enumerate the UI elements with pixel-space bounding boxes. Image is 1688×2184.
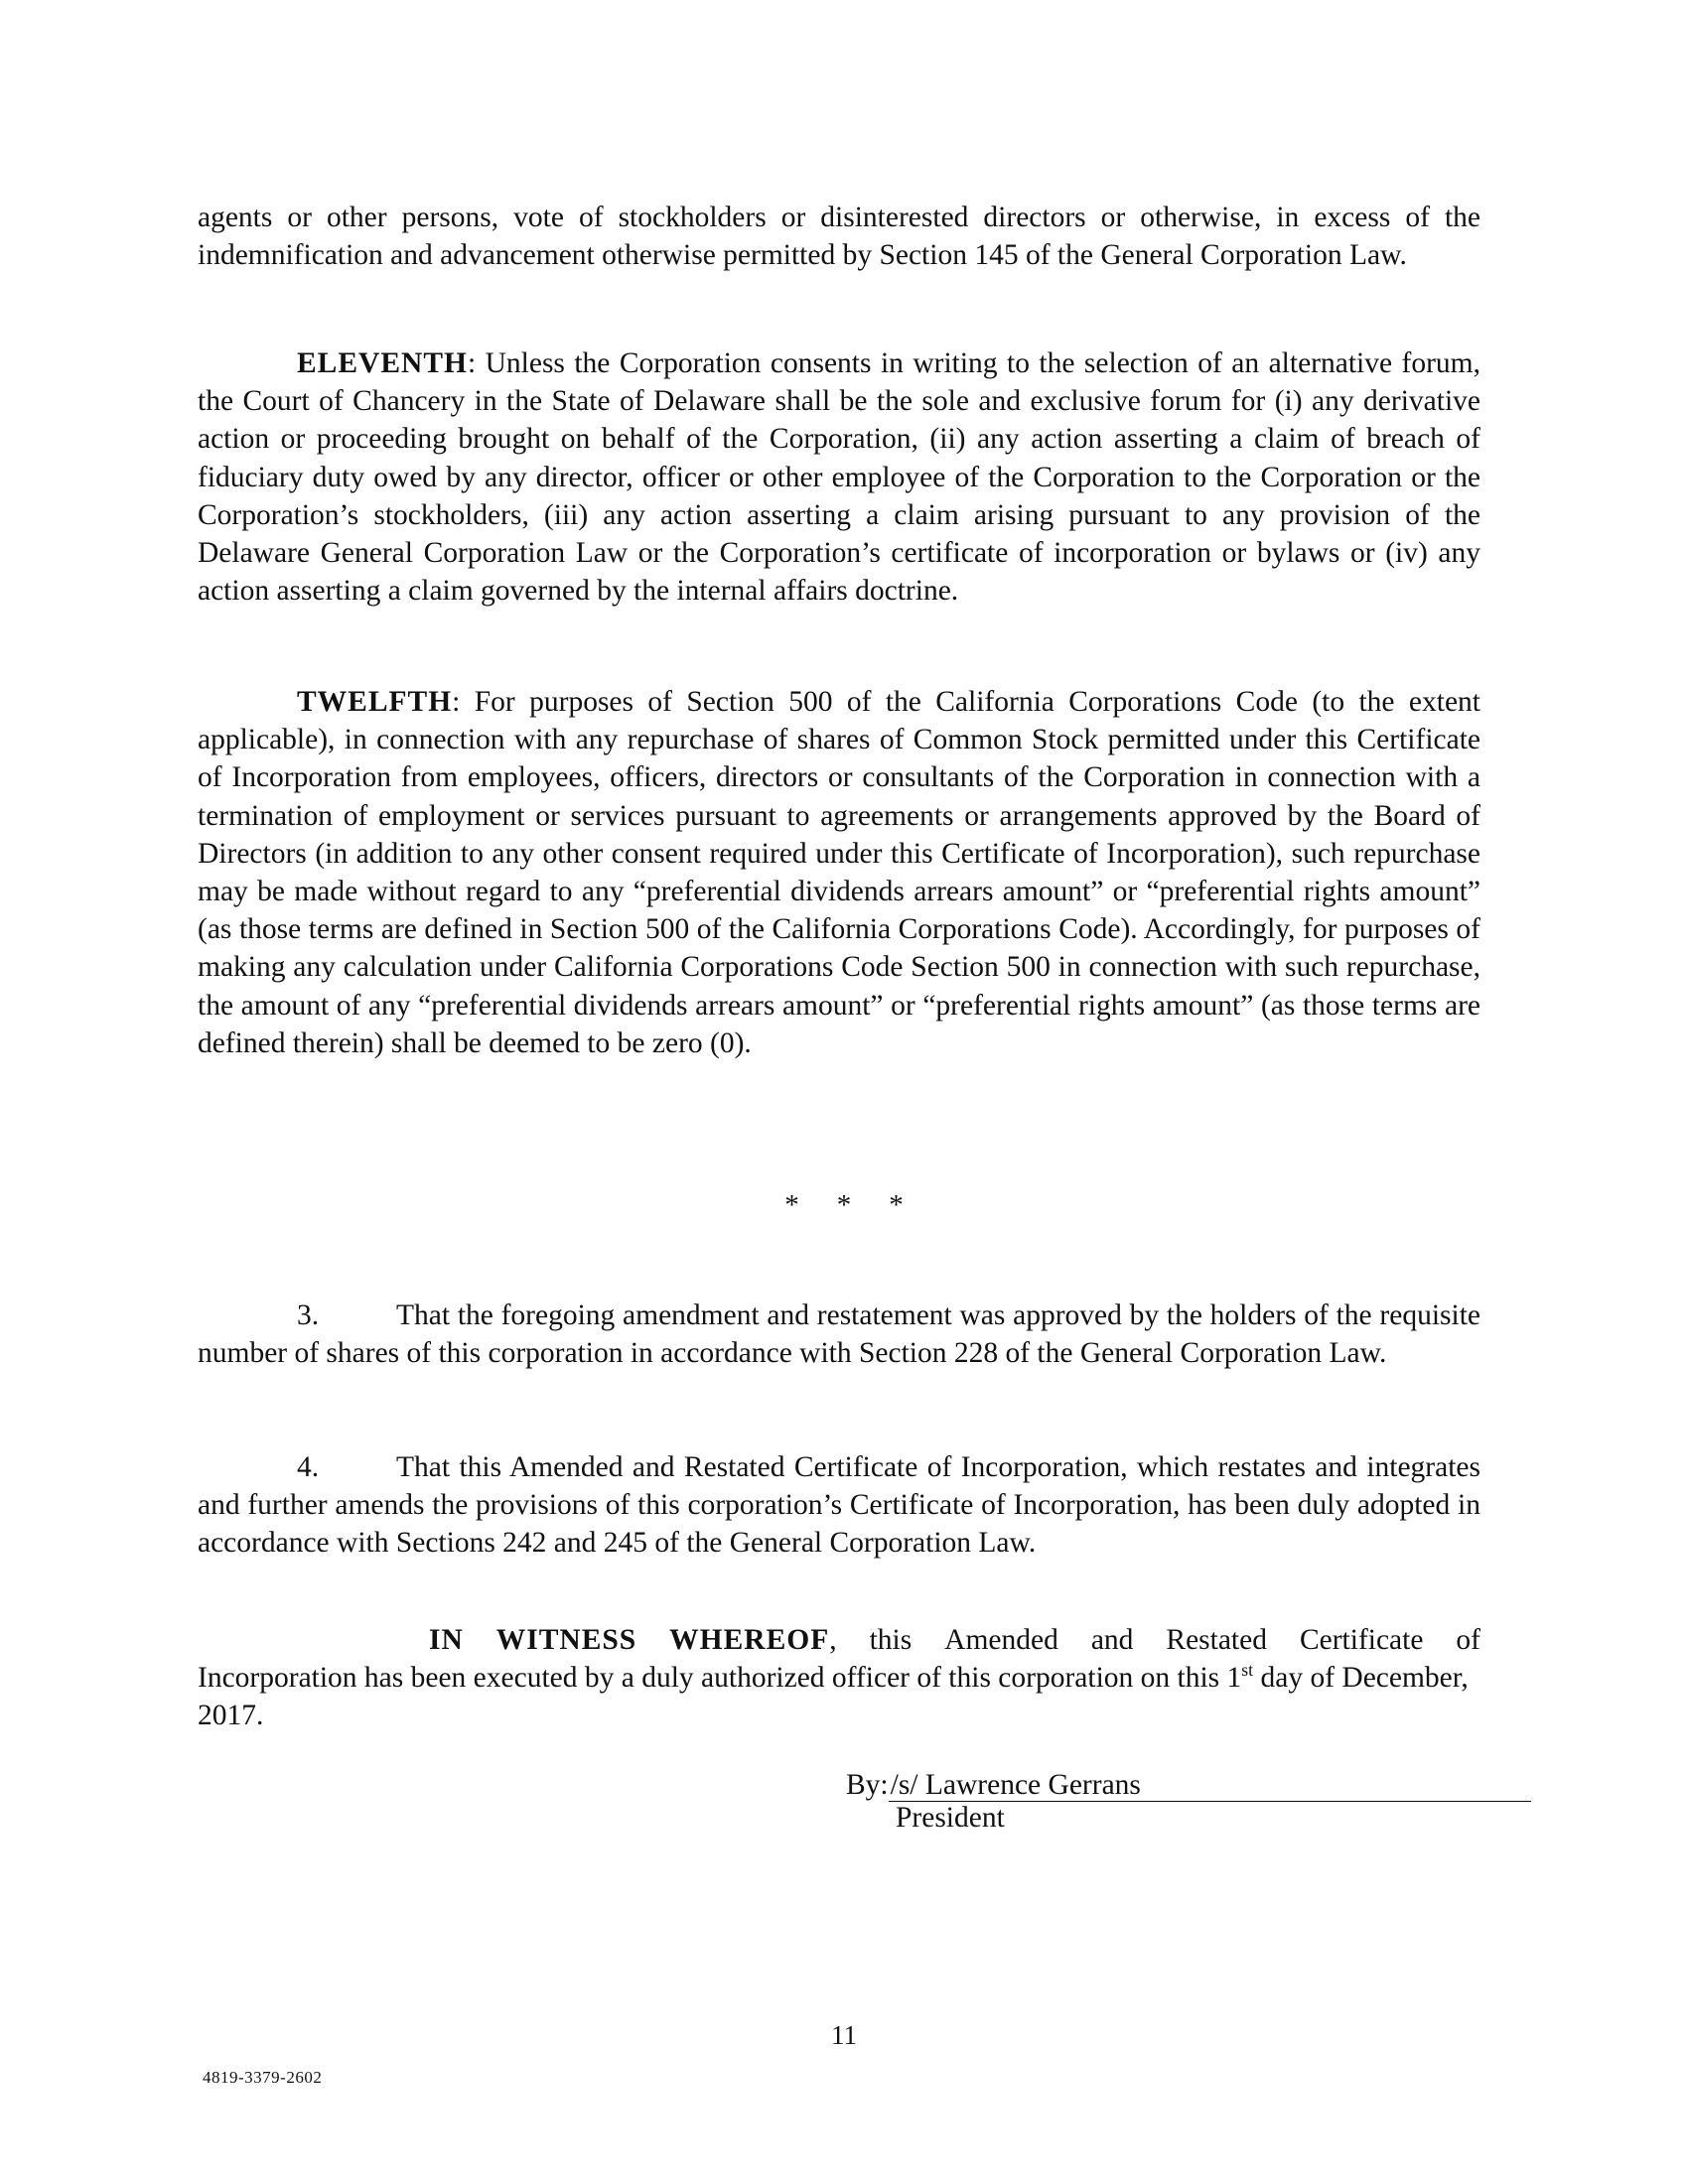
signature-by-label: By: xyxy=(846,1769,889,1801)
witness-heading-word: WITNESS xyxy=(495,1624,637,1656)
witness-remainder: Incorporation has been executed by a duly authorized officer of this corporation on this 1st day of December, 2017. xyxy=(198,1660,1469,1732)
witness-word: , xyxy=(829,1624,837,1656)
separator-asterisk: * xyxy=(784,1189,799,1221)
signature-block xyxy=(846,1769,1531,1835)
article-twelfth xyxy=(198,683,1480,1062)
article-eleventh-heading: ELEVENTH xyxy=(297,347,468,379)
numbered-paragraph-4 xyxy=(198,1448,1480,1563)
witness-clause xyxy=(198,1621,1480,1735)
witness-heading-word: IN xyxy=(428,1624,464,1656)
article-twelfth-text: : For purposes of Section 500 of the California Corporations Code (to the extent applicable), in connection with any repurchase of shares of Common Stock permitted under this Certificate of Incorporation from employees, officers, directors or consultants of the Corporation in connection with a termination of employment or services pursuant to agreements or arrangements approved by the Board of Directors (in addition to any other consent required under this Certificate of Incorporation), such repurchase may be made without regard to any “preferential dividends arrears amount” or “preferential rights amount” (as those terms are defined in Section 500 of the California Corporations Code). Accordingly, for purposes of making any calculation under California Corporations Code Section 500 in connection with such repurchase, the amount of any “preferential dividends arrears amount” or “preferential rights amount” (as those terms are defined therein) shall be deemed to be zero (0). xyxy=(198,686,1480,1059)
article-twelfth-heading: TWELFTH xyxy=(297,686,453,718)
witness-word: and xyxy=(1090,1624,1134,1656)
signatory-title: President xyxy=(896,1802,1005,1834)
witness-word: of xyxy=(1456,1624,1480,1656)
witness-first-line xyxy=(198,1621,1480,1659)
article-eleventh-text: : Unless the Corporation consents in writing to the selection of an alternative forum, the Court of Chancery in the State of Delaware shall be the sole and exclusive forum for (i) any derivative action or proceeding brought on behalf of the Corporation, (ii) any action asserting a claim of breach of fiduciary duty owed by any director, officer or other employee of the Corporation to the Corporation or the Corporation’s stockholders, (iii) any action asserting a claim arising pursuant to any provision of the Delaware General Corporation Law or the Corporation’s certificate of incorporation or bylaws or (iv) any action asserting a claim governed by the internal affairs doctrine. xyxy=(198,347,1480,608)
numbered-paragraph-3 xyxy=(198,1297,1480,1372)
page-number: 11 xyxy=(831,2020,857,2050)
document-id: 4819-3379-2602 xyxy=(203,2068,323,2087)
paragraph-number: 3. xyxy=(297,1299,320,1331)
signature-name: /s/ Lawrence Gerrans xyxy=(889,1770,1531,1802)
paragraph-continued-text: agents or other persons, vote of stockholders or disinterested directors or otherwise, in excess of the indemnification and advancement otherwise permitted by Section 145 of the General Corporation Law. xyxy=(198,202,1480,272)
witness-word: this xyxy=(869,1624,913,1656)
witness-word: Certificate xyxy=(1299,1624,1424,1656)
separator-asterisk: * xyxy=(889,1189,904,1221)
witness-word: Restated xyxy=(1166,1624,1267,1656)
witness-heading-word: WHEREOF xyxy=(669,1624,830,1656)
section-separator xyxy=(0,1189,1688,1222)
paragraph-4-text: That this Amended and Restated Certificate of Incorporation, which restates and integrates and further amends the provisions of this corporation’s Certificate of Incorporation, has been duly adopted in accordance with Sections 242 and 245 of the General Corporation Law. xyxy=(198,1451,1480,1560)
witness-word: Amended xyxy=(944,1624,1058,1656)
article-eleventh xyxy=(198,344,1480,610)
paragraph-number: 4. xyxy=(297,1451,320,1483)
paragraph-3-text: That the foregoing amendment and restatement was approved by the holders of the requisite number of shares of this corporation in accordance with Section 228 of the General Corporation Law. xyxy=(198,1299,1480,1370)
ordinal-suffix: st xyxy=(1241,1660,1254,1681)
paragraph-continued xyxy=(198,199,1480,274)
separator-asterisk: * xyxy=(836,1189,852,1221)
